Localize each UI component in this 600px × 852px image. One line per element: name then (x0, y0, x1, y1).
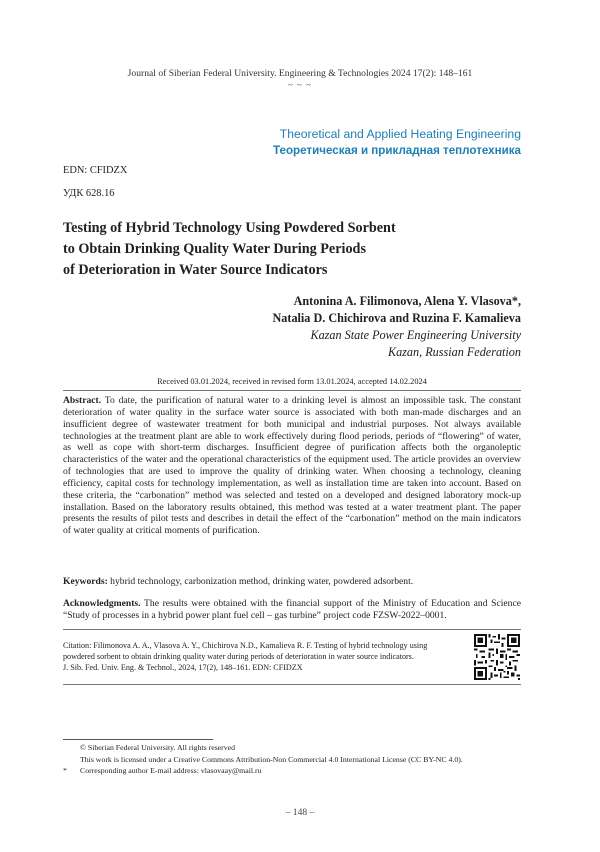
affiliation-line: Kazan State Power Engineering University (310, 328, 521, 342)
acknowledgments (63, 598, 521, 622)
title-line: to Obtain Drinking Quality Water During Periods (63, 241, 366, 257)
article-title (63, 218, 523, 281)
affiliation (310, 327, 521, 361)
citation-line: powdered sorbent to obtain drinking quality water during periods of deterioration in water source indicators. (63, 651, 414, 661)
udk-code: УДК 628.16 (63, 188, 115, 199)
authors (272, 293, 521, 327)
copyright-note: © Siberian Federal University. All rights reserved (80, 743, 236, 752)
license-note: This work is licensed under a Creative Commons Attribution-Non Commercial 4.0 International License (CC BY-NC 4.0). (80, 755, 463, 764)
header-ornament: ~ ~ ~ (287, 80, 313, 90)
citation-line: J. Sib. Fed. Univ. Eng. & Technol., 2024, 17(2), 148–161. EDN: CFIDZX (63, 662, 303, 672)
authors-line: Antonina A. Filimonova, Alena Y. Vlasova*, (293, 294, 521, 308)
authors-line: Natalia D. Chichirova and Ruzina F. Kamalieva (272, 311, 521, 325)
edn-code: EDN: CFIDZX (63, 165, 128, 176)
qr-code-icon[interactable] (474, 634, 520, 680)
footnote-rule (63, 739, 213, 740)
title-line: of Deterioration in Water Source Indicators (63, 262, 328, 278)
section-heading-en: Theoretical and Applied Heating Engineering (279, 127, 521, 141)
acknowledgments-text: The results were obtained with the financial support of the Ministry of Education and Science “Study of processes in a hybrid power plant fuel cell – gas turbine” project code FZSW-2022–0001. (63, 598, 521, 621)
acknowledgments-label: Acknowledgments. (63, 598, 141, 609)
abstract (63, 395, 521, 537)
citation (63, 641, 455, 673)
abstract-text: To date, the purification of natural water to a drinking level is almost an impossible task. The constant deterioration of water quality in the surface water source is associated with both man-made discharges and an insufficient degree of wastewater treatment for both municipal and industrial purposes. Not always available technologies at the treatment plant are able to work effectively during flood periods, periods of “flowering” of water, as well as cope with short-term discharges. Insufficient degree of purification affects both the organoleptic characteristics of the water and the operational characteristics of the equipment used. The article provides an overview of technologies that are used to improve the quality of drinking water. When choosing a technology, cleaning efficiency, capital costs for technology implementation, as well as installation time are taken into account. Based on these criteria, the “carbonation” method was selected and tested on a developed and designed laboratory mock-up installation. Based on the laboratory results obtained, this method was tested at a water treatment plant. The paper presents the results of pilot tests and describes in detail the effect of the “carbonation” method on the main indicators of water quality at critical moments of purification. (63, 395, 521, 537)
citation-bottom-rule (63, 684, 521, 685)
citation-line: Citation: Filimonova A. A., Vlasova A. Y., Chichirova N.D., Kamalieva R. F. Testing of hybrid technology using (63, 641, 428, 650)
page-number: – 148 – (285, 807, 315, 818)
journal-header: Journal of Siberian Federal University. Engineering & Technologies 2024 17(2): 148–161 (127, 68, 473, 79)
abstract-top-rule (63, 390, 521, 391)
abstract-label: Abstract. (63, 395, 102, 406)
keywords-text: hybrid technology, carbonization method, drinking water, powdered adsorbent. (110, 576, 414, 587)
keywords (63, 576, 521, 588)
title-line: Testing of Hybrid Technology Using Powdered Sorbent (63, 220, 396, 236)
affiliation-line: Kazan, Russian Federation (387, 345, 521, 359)
footnote-star: * (63, 766, 67, 775)
section-heading-ru: Теоретическая и прикладная теплотехника (273, 144, 521, 157)
received-dates: Received 03.01.2024, received in revised form 13.01.2024, accepted 14.02.2024 (157, 377, 427, 386)
keywords-label: Keywords: (63, 576, 108, 587)
citation-top-rule (63, 629, 521, 630)
corresponding-author-note: Corresponding author E-mail address: vlasovaay@mail.ru (80, 766, 262, 775)
